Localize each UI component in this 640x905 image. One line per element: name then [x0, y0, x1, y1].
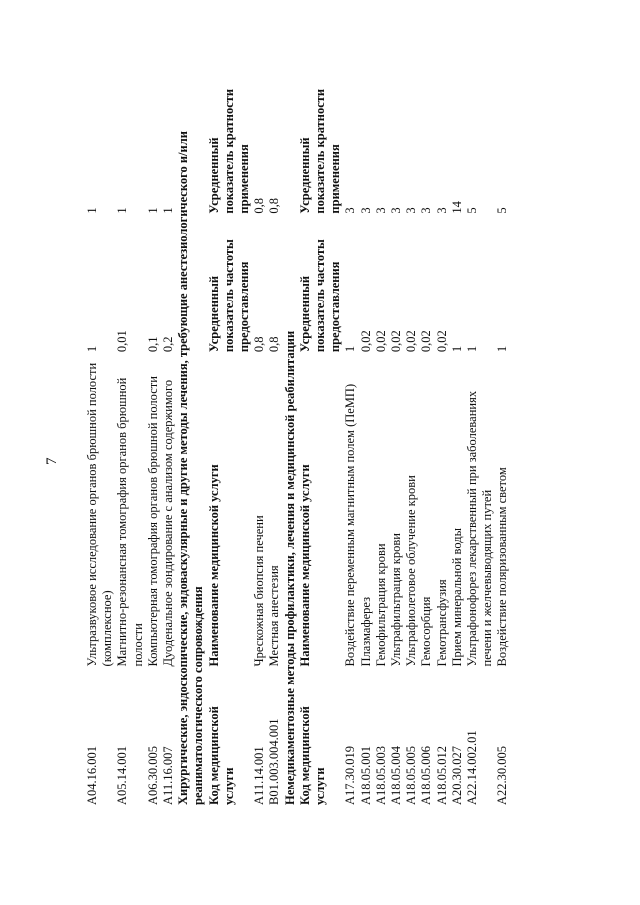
service-code: A04.16.001 [85, 745, 99, 805]
service-frequency: 0,01 [115, 330, 130, 353]
service-code: B01.003.004.001 [267, 718, 282, 805]
service-name: Дуоденальное зондирование с анализом содержимого [161, 379, 176, 667]
service-name: Чрескожная биопсия печени [252, 515, 267, 667]
service-multiplicity: 5 [465, 207, 480, 214]
table-row [146, 75, 161, 805]
table-row [435, 75, 450, 805]
service-name: Компьютерная томография органов брюшной полости [145, 376, 160, 667]
service-multiplicity: 1 [85, 207, 99, 214]
service-frequency: 0,02 [389, 330, 404, 353]
service-multiplicity: 3 [343, 207, 358, 214]
table-header-row [207, 75, 253, 805]
services-table [85, 75, 511, 805]
service-name: Воздействие переменным магнитным полем (ПеМП) [343, 383, 358, 667]
service-name: Ультрафиолетовое облучение крови [404, 475, 419, 667]
service-multiplicity: 3 [419, 207, 434, 214]
table-header-row [298, 75, 344, 805]
header-code: Код медицинской услуги [206, 706, 236, 805]
service-frequency: 1 [495, 345, 510, 353]
page-number: 7 [44, 457, 60, 465]
header-code: Код медицинской услуги [297, 706, 328, 805]
section-title: Немедикаментозные методы профилактики, лечения и медицинской реабилитации [282, 330, 297, 805]
service-code: A11.16.007 [161, 746, 176, 805]
service-multiplicity: 0,8 [252, 197, 267, 214]
service-code: A18.05.006 [419, 745, 434, 805]
table-row [404, 75, 419, 805]
table-row [161, 75, 176, 805]
service-frequency: 1 [449, 345, 464, 353]
service-code: A20.30.027 [449, 745, 464, 805]
table-row [115, 75, 145, 805]
service-name: Плазмаферез [358, 596, 373, 667]
service-code: A17.30.019 [343, 745, 358, 805]
service-name: Прием минеральной воды [449, 528, 464, 667]
service-name: Магнитно-резонансная томография органов брюшной полости [115, 377, 145, 667]
service-multiplicity: 1 [161, 207, 176, 214]
service-multiplicity: 3 [358, 207, 373, 214]
services-table-container [85, 75, 511, 805]
service-multiplicity: 5 [495, 207, 510, 214]
header-multiplicity: Усредненный показатель кратности применения [297, 88, 343, 214]
service-name: Воздействие поляризованным светом [495, 467, 510, 667]
service-multiplicity: 1 [115, 207, 130, 214]
section-title-row [176, 75, 206, 805]
service-frequency: 1 [465, 345, 480, 353]
service-multiplicity: 0,8 [267, 197, 282, 214]
service-frequency: 0,02 [404, 330, 419, 353]
table-row [359, 75, 374, 805]
service-multiplicity: 14 [449, 201, 464, 214]
table-row [465, 75, 495, 805]
service-code: A18.05.003 [373, 745, 388, 805]
service-multiplicity: 3 [373, 207, 388, 214]
service-multiplicity: 3 [434, 207, 449, 214]
service-frequency: 1 [343, 345, 358, 353]
service-name: Гемосорбция [419, 596, 434, 667]
table-row [389, 75, 404, 805]
service-multiplicity: 3 [404, 207, 419, 214]
service-code: A18.05.005 [404, 745, 419, 805]
service-frequency: 0,02 [434, 330, 449, 353]
service-code: A05.14.001 [115, 745, 130, 805]
service-frequency: 1 [85, 345, 99, 353]
service-code: A18.05.012 [434, 745, 449, 805]
table-row [85, 75, 115, 805]
table-row [495, 75, 510, 805]
service-name: Гемофильтрация крови [373, 543, 388, 667]
service-frequency: 0,1 [145, 336, 160, 353]
table-row [252, 75, 267, 805]
service-multiplicity: 1 [145, 207, 160, 214]
service-code: A22.14.002.01 [465, 730, 480, 805]
table-row [450, 75, 465, 805]
service-frequency: 0,02 [419, 330, 434, 353]
header-name: Наименование медицинской услуги [297, 464, 312, 667]
header-frequency: Усредненный показатель частоты предоставления [297, 239, 343, 353]
header-name: Наименование медицинской услуги [206, 464, 221, 667]
table-row [267, 75, 282, 805]
service-name: Гемотрансфузия [434, 579, 449, 667]
service-frequency: 0,8 [252, 336, 267, 353]
header-frequency: Усредненный показатель частоты предоставления [206, 239, 252, 353]
section-title-row [283, 75, 298, 805]
service-code: A11.14.001 [252, 746, 267, 805]
service-code: A22.30.005 [495, 745, 510, 805]
service-frequency: 0,8 [267, 336, 282, 353]
service-code: A06.30.005 [145, 745, 160, 805]
table-row [419, 75, 434, 805]
service-frequency: 0,02 [358, 330, 373, 353]
service-name: Ультрафильтрация крови [389, 533, 404, 667]
service-code: A18.05.001 [358, 745, 373, 805]
service-multiplicity: 3 [389, 207, 404, 214]
header-multiplicity: Усредненный показатель кратности применения [206, 88, 252, 214]
service-name: Ультрафонофорез лекарственный при заболеваниях печени и желчевыводящих путей [465, 390, 495, 667]
table-row [343, 75, 358, 805]
service-frequency: 0,2 [161, 336, 176, 353]
table-row [374, 75, 389, 805]
section-title: Хирургические, эндоскопические, эндоваскулярные и другие методы лечения, требующие анестезиологического и/или реаниматологического сопровождения [176, 131, 206, 805]
service-name: Местная анестезия [267, 565, 282, 667]
service-code: A18.05.004 [389, 745, 404, 805]
service-name: Ультразвуковое исследование органов брюшной полости (комплексное) [85, 362, 115, 667]
service-frequency: 0,02 [373, 330, 388, 353]
